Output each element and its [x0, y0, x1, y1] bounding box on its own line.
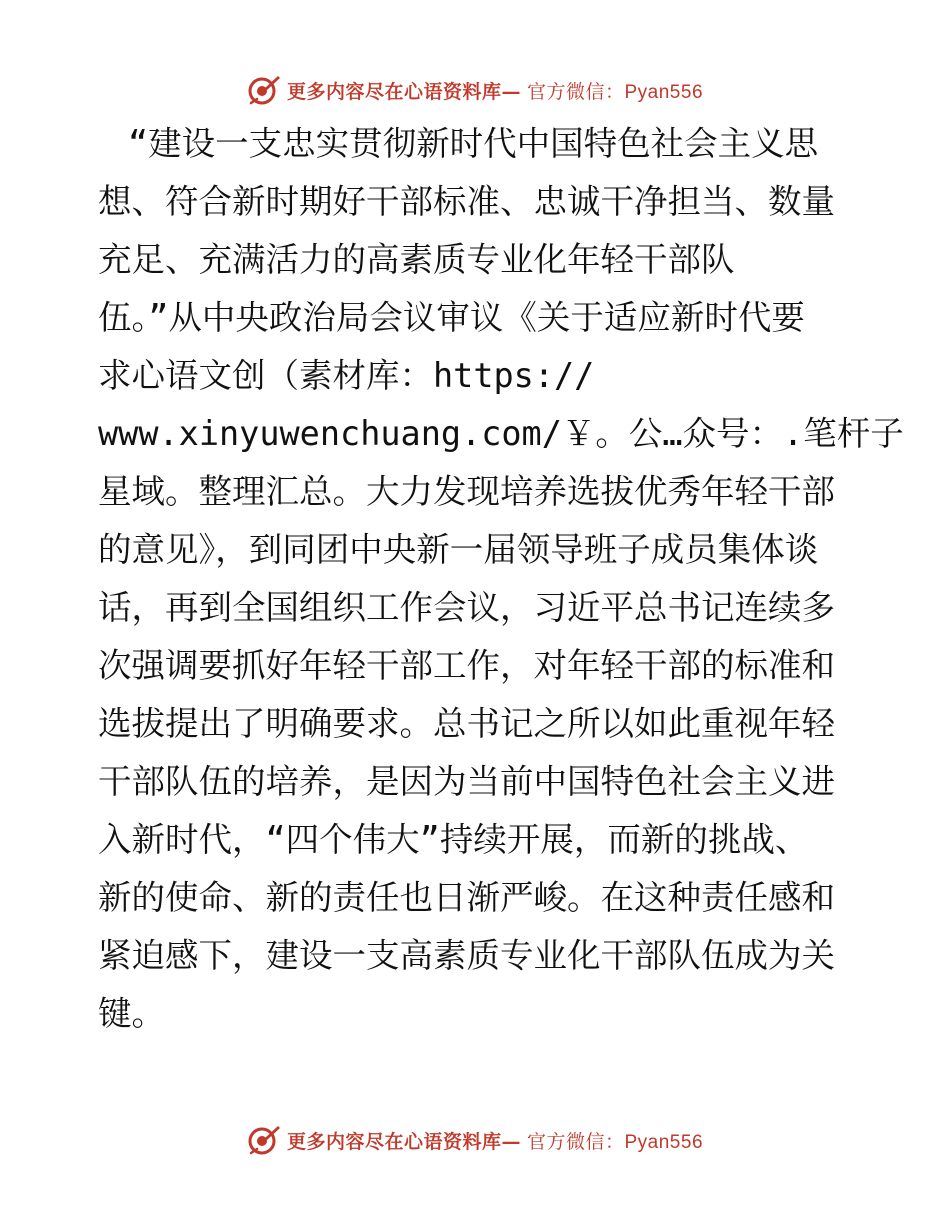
body-line: 新的使命、新的责任也日渐严峻。在这种责任感和 — [98, 878, 835, 917]
body-line: 话，再到全国组织工作会议，习近平总书记连续多 — [98, 588, 835, 627]
body-line: 次强调要抓好年轻干部工作，对年轻干部的标准和 — [98, 646, 835, 685]
pen-circle-icon — [247, 1123, 281, 1157]
body-line: “建设一支忠实贯彻新时代中国特色社会主义思 — [128, 124, 819, 163]
header-banner — [0, 70, 950, 110]
footer-banner-contact: 官方微信：Pyan556 — [527, 1131, 704, 1153]
body-line: 的意见》，到同团中央新一届领导班子成员集体谈 — [98, 530, 819, 569]
footer-banner-text: 更多内容尽在心语资料库— — [286, 1130, 521, 1153]
body-line: 星域。整理汇总。大力发现培养选拔优秀年轻干部 — [98, 472, 835, 511]
body-line: 选拔提出了明确要求。总书记之所以如此重视年轻 — [98, 704, 835, 743]
body-line: 紧迫感下，建设一支高素质专业化干部队伍成为关 — [98, 936, 835, 975]
body-line: 干部队伍的培养，是因为当前中国特色社会主义进 — [98, 762, 835, 801]
body-line: 想、符合新时期好干部标准、忠诚干净担当、数量 — [98, 182, 835, 221]
body-line: 伍。”从中央政治局会议审议《关于适应新时代要 — [98, 298, 805, 337]
body-line: 入新时代，“四个伟大”持续开展，而新的挑战、 — [98, 820, 809, 859]
body-line: 充足、充满活力的高素质专业化年轻干部队 — [98, 240, 735, 279]
header-banner-text: 更多内容尽在心语资料库— — [286, 80, 521, 103]
body-line: 键。 — [98, 994, 165, 1033]
body-paragraph — [98, 115, 904, 1043]
body-line: www.xinyuwenchuang.com/￥。公…众号：.笔杆子 — [98, 414, 904, 453]
footer-banner — [0, 1120, 950, 1160]
pen-circle-icon — [247, 73, 281, 107]
header-banner-contact: 官方微信：Pyan556 — [527, 81, 704, 103]
body-line: 求心语文创（素材库：https:// — [98, 356, 595, 395]
